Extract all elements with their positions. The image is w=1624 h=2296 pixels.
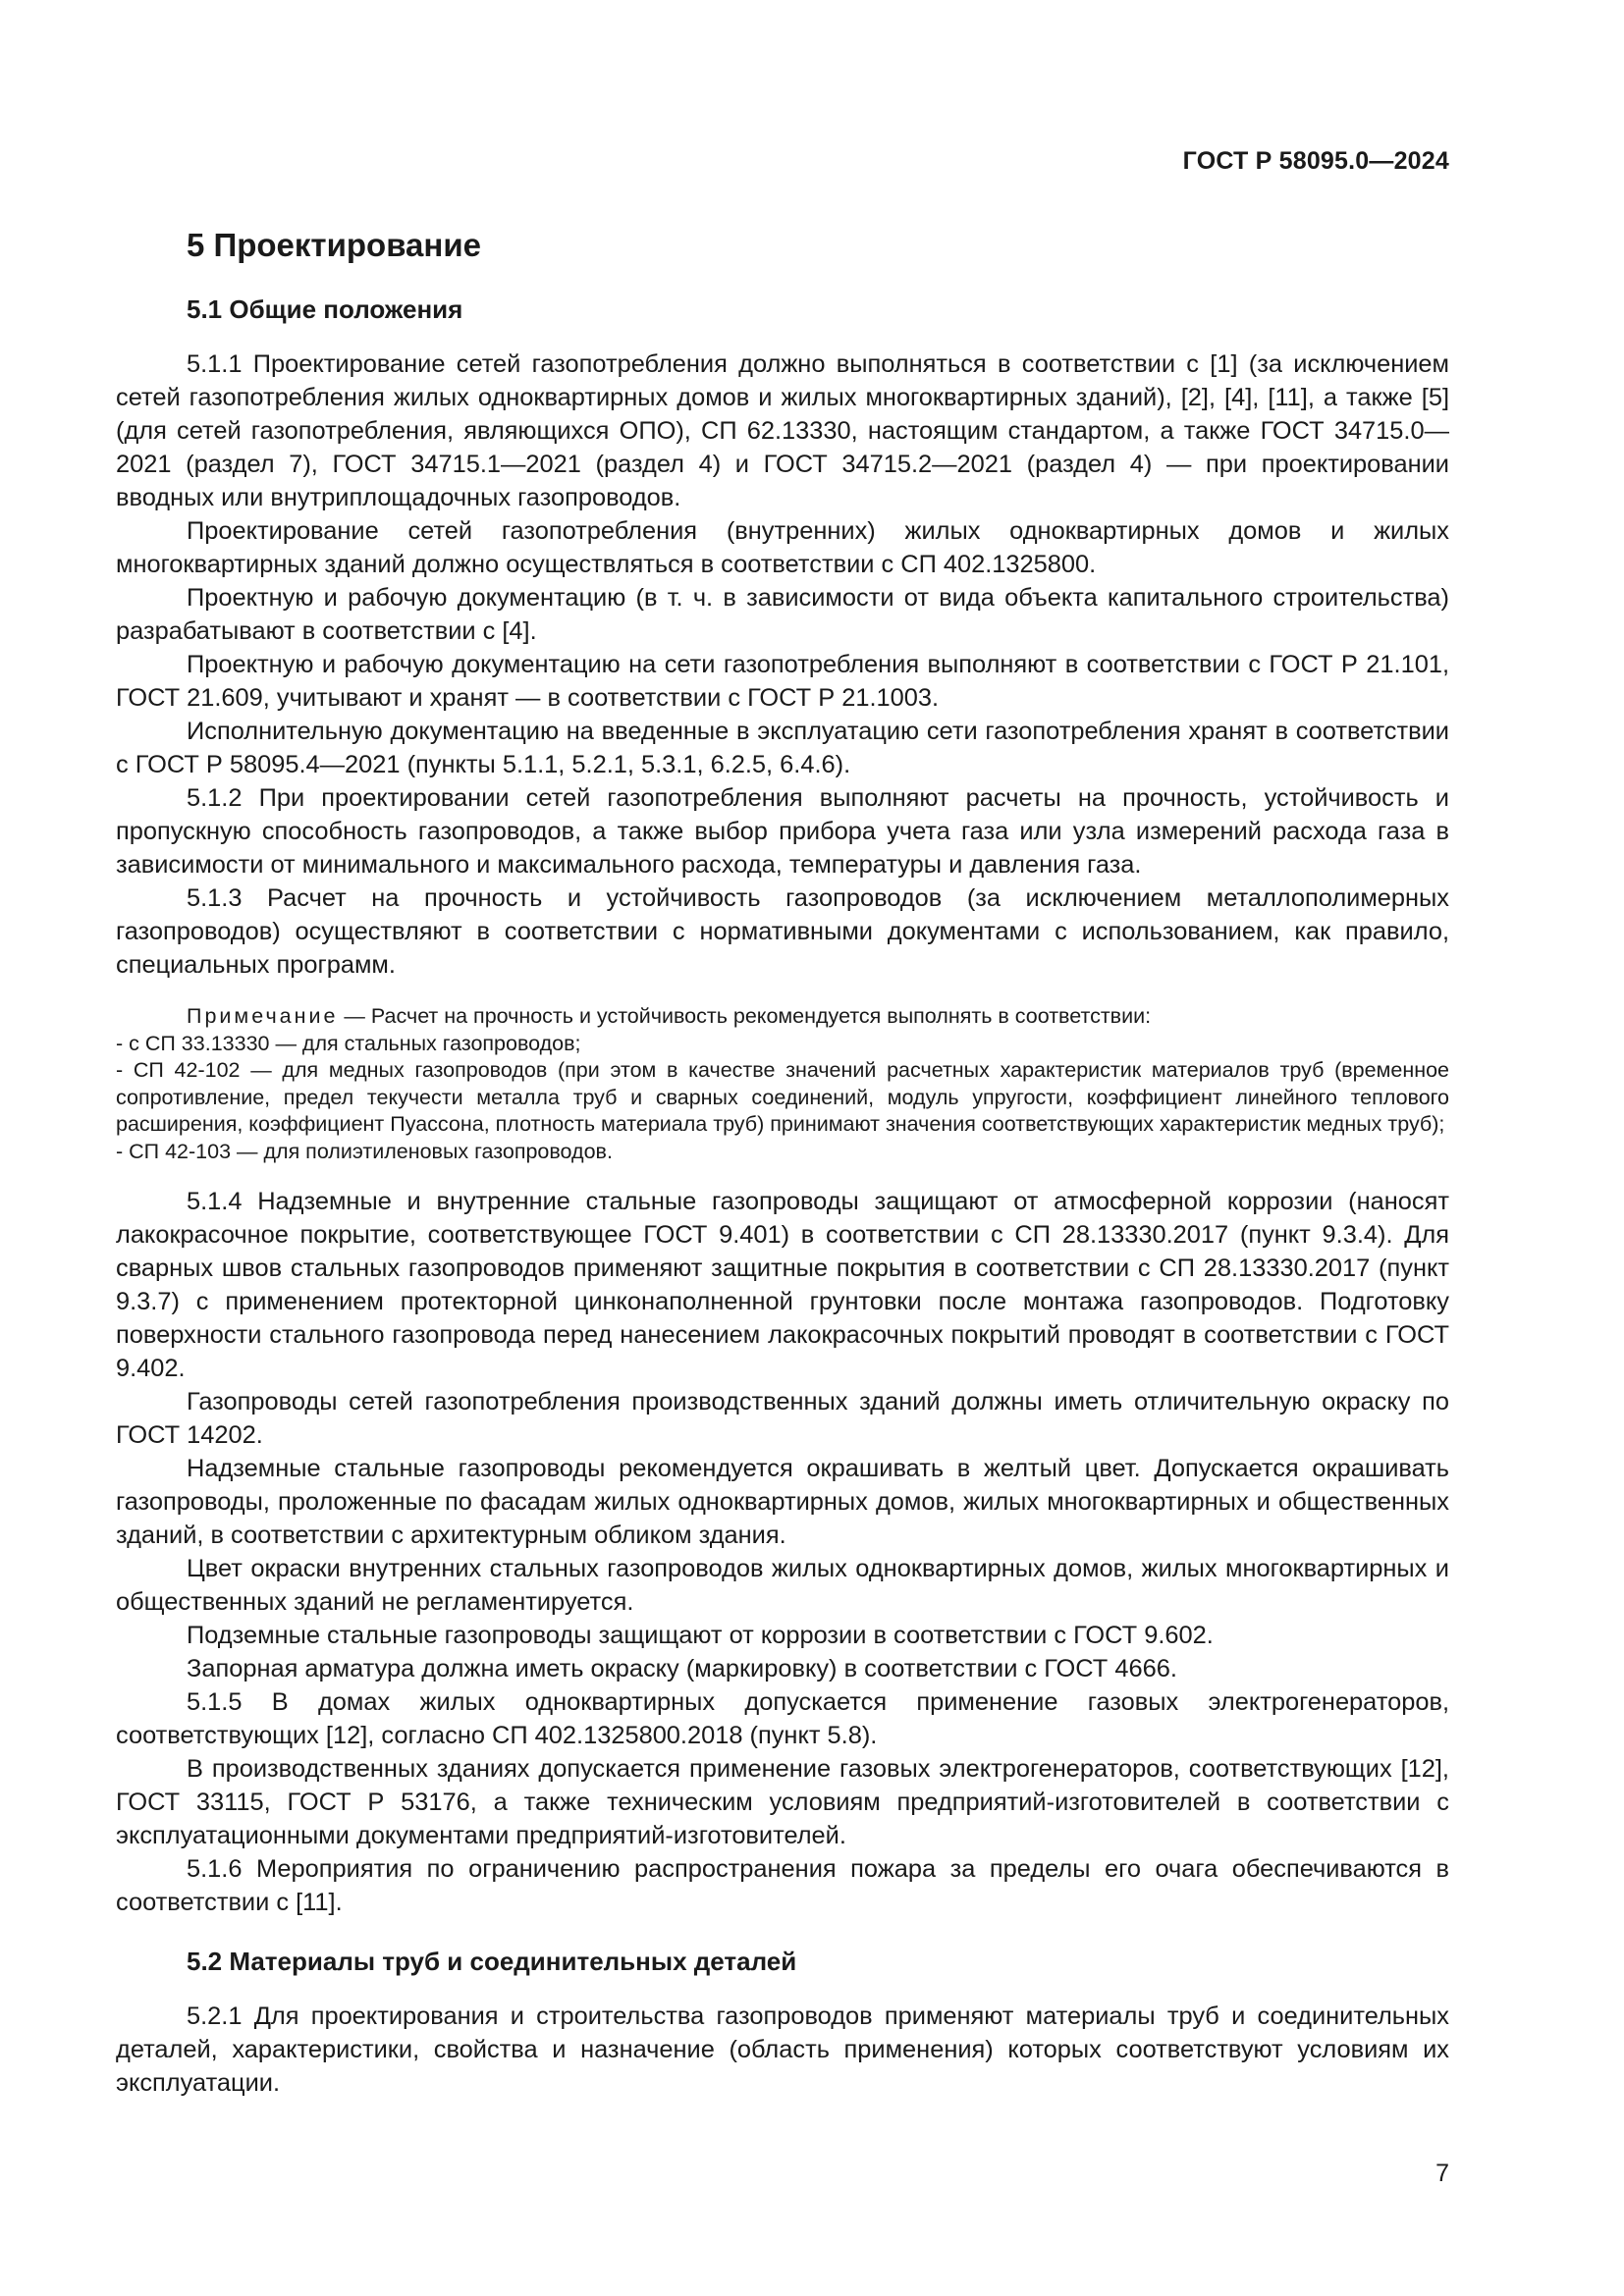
note-block <box>116 1003 1449 1165</box>
note-label: Примечание <box>187 1004 339 1028</box>
paragraph-5-1-2: 5.1.2 При проектировании сетей газопотребления выполняют расчеты на прочность, устойчивость и пропускную способность газопроводов, а также выбор прибора учета газа или узла измерений расхода газа в зависимости от минимального и максимального расхода, температуры и давления газа. <box>116 784 1449 879</box>
paragraph: Цвет окраски внутренних стальных газопроводов жилых одноквартирных домов, жилых многоквартирных и общественных зданий не регламентируется. <box>116 1555 1449 1616</box>
paragraph: Газопроводы сетей газопотребления производственных зданий должны иметь отличительную окраску по ГОСТ 14202. <box>116 1388 1449 1449</box>
paragraph: Проектную и рабочую документацию на сети газопотребления выполняют в соответствии с ГОСТ Р 21.101, ГОСТ 21.609, учитывают и хранят — в соответствии с ГОСТ Р 21.1003. <box>116 651 1449 712</box>
paragraph: В производственных зданиях допускается применение газовых электрогенераторов, соответствующих [12], ГОСТ 33115, ГОСТ Р 53176, а также техническим условиям предприятий-изготовителей в соответствии с эксплуатационными документами предприятий-изготовителей. <box>116 1755 1449 1849</box>
section-title: 5 Проектирование <box>187 227 481 263</box>
paragraph: Проектирование сетей газопотребления (внутренних) жилых одноквартирных домов и жилых многоквартирных зданий должно осуществляться в соответствии с СП 402.1325800. <box>116 517 1449 578</box>
page-number: 7 <box>1435 2160 1449 2187</box>
document-code: ГОСТ Р 58095.0—2024 <box>1182 147 1449 175</box>
subsection-title-5-2: 5.2 Материалы труб и соединительных деталей <box>187 1947 797 1976</box>
paragraph: Подземные стальные газопроводы защищают от коррозии в соответствии с ГОСТ 9.602. <box>187 1622 1214 1649</box>
paragraph: Надземные стальные газопроводы рекомендуется окрашивать в желтый цвет. Допускается окрашивать газопроводы, проложенные по фасадам жилых одноквартирных домов, жилых многоквартирных и общественных зданий, в соответствии с архитектурным обликом здания. <box>116 1455 1449 1549</box>
note-item: - с СП 33.13330 — для стальных газопроводов; <box>116 1031 581 1055</box>
note-item: - СП 42-103 — для полиэтиленовых газопроводов. <box>116 1139 613 1163</box>
paragraph-5-1-6: 5.1.6 Мероприятия по ограничению распространения пожара за пределы его очага обеспечиваются в соответствии с [11]. <box>116 1855 1449 1916</box>
note-intro-text: — Расчет на прочность и устойчивость рекомендуется выполнять в соответствии: <box>338 1004 1152 1028</box>
paragraph: Исполнительную документацию на введенные в эксплуатацию сети газопотребления хранят в соответствии с ГОСТ Р 58095.4—2021 (пункты 5.1.1, 5.2.1, 5.3.1, 6.2.5, 6.4.6). <box>116 718 1449 778</box>
note-intro <box>116 1003 1449 1031</box>
page-content <box>116 224 1449 2100</box>
note-item: - СП 42-102 — для медных газопроводов (при этом в качестве значений расчетных характеристик материалов труб (временное сопротивление, предел текучести металла труб и сварных соединений, модуль упругости, коэффициент линейного теплового расширения, коэффициент Пуассона, плотность материала труб) принимают значения соответствующих характеристик медных труб); <box>116 1058 1449 1136</box>
paragraph-5-1-4: 5.1.4 Надземные и внутренние стальные газопроводы защищают от атмосферной коррозии (наносят лакокрасочное покрытие, соответствующее ГОСТ 9.401) в соответствии с СП 28.13330.2017 (пункт 9.3.4). Для сварных швов стальных газопроводов применяют защитные покрытия в соответствии с СП 28.13330.2017 (пункт 9.3.7) с применением протекторной цинконаполненной грунтовки после монтажа газопроводов. Подготовку поверхности стального газопровода перед нанесением лакокрасочных покрытий проводят в соответствии с ГОСТ 9.402. <box>116 1188 1449 1382</box>
paragraph-5-1-3: 5.1.3 Расчет на прочность и устойчивость газопроводов (за исключением металлополимерных газопроводов) осуществляют в соответствии с нормативными документами с использованием, как правило, специальных программ. <box>116 884 1449 979</box>
paragraph: Проектную и рабочую документацию (в т. ч. в зависимости от вида объекта капитального строительства) разрабатывают в соответствии с [4]. <box>116 584 1449 645</box>
paragraph-5-2-1: 5.2.1 Для проектирования и строительства газопроводов применяют материалы труб и соединительных деталей, характеристики, свойства и назначение (область применения) которых соответствуют условиям их эксплуатации. <box>116 2002 1449 2097</box>
paragraph-5-1-5: 5.1.5 В домах жилых одноквартирных допускается применение газовых электрогенераторов, соответствующих [12], согласно СП 402.1325800.2018 (пункт 5.8). <box>116 1688 1449 1749</box>
paragraph: Запорная арматура должна иметь окраску (маркировку) в соответствии с ГОСТ 4666. <box>187 1655 1177 1682</box>
paragraph-5-1-1: 5.1.1 Проектирование сетей газопотребления должно выполняться в соответствии с [1] (за исключением сетей газопотребления жилых одноквартирных домов и жилых многоквартирных зданий), [2], [4], [11], а также [5] (для сетей газопотребления, являющихся ОПО), СП 62.13330, настоящим стандартом, а также ГОСТ 34715.0—2021 (раздел 7), ГОСТ 34715.1—2021 (раздел 4) и ГОСТ 34715.2—2021 (раздел 4) — при проектировании вводных или внутриплощадочных газопроводов. <box>116 350 1449 511</box>
subsection-title-5-1: 5.1 Общие положения <box>187 294 463 324</box>
